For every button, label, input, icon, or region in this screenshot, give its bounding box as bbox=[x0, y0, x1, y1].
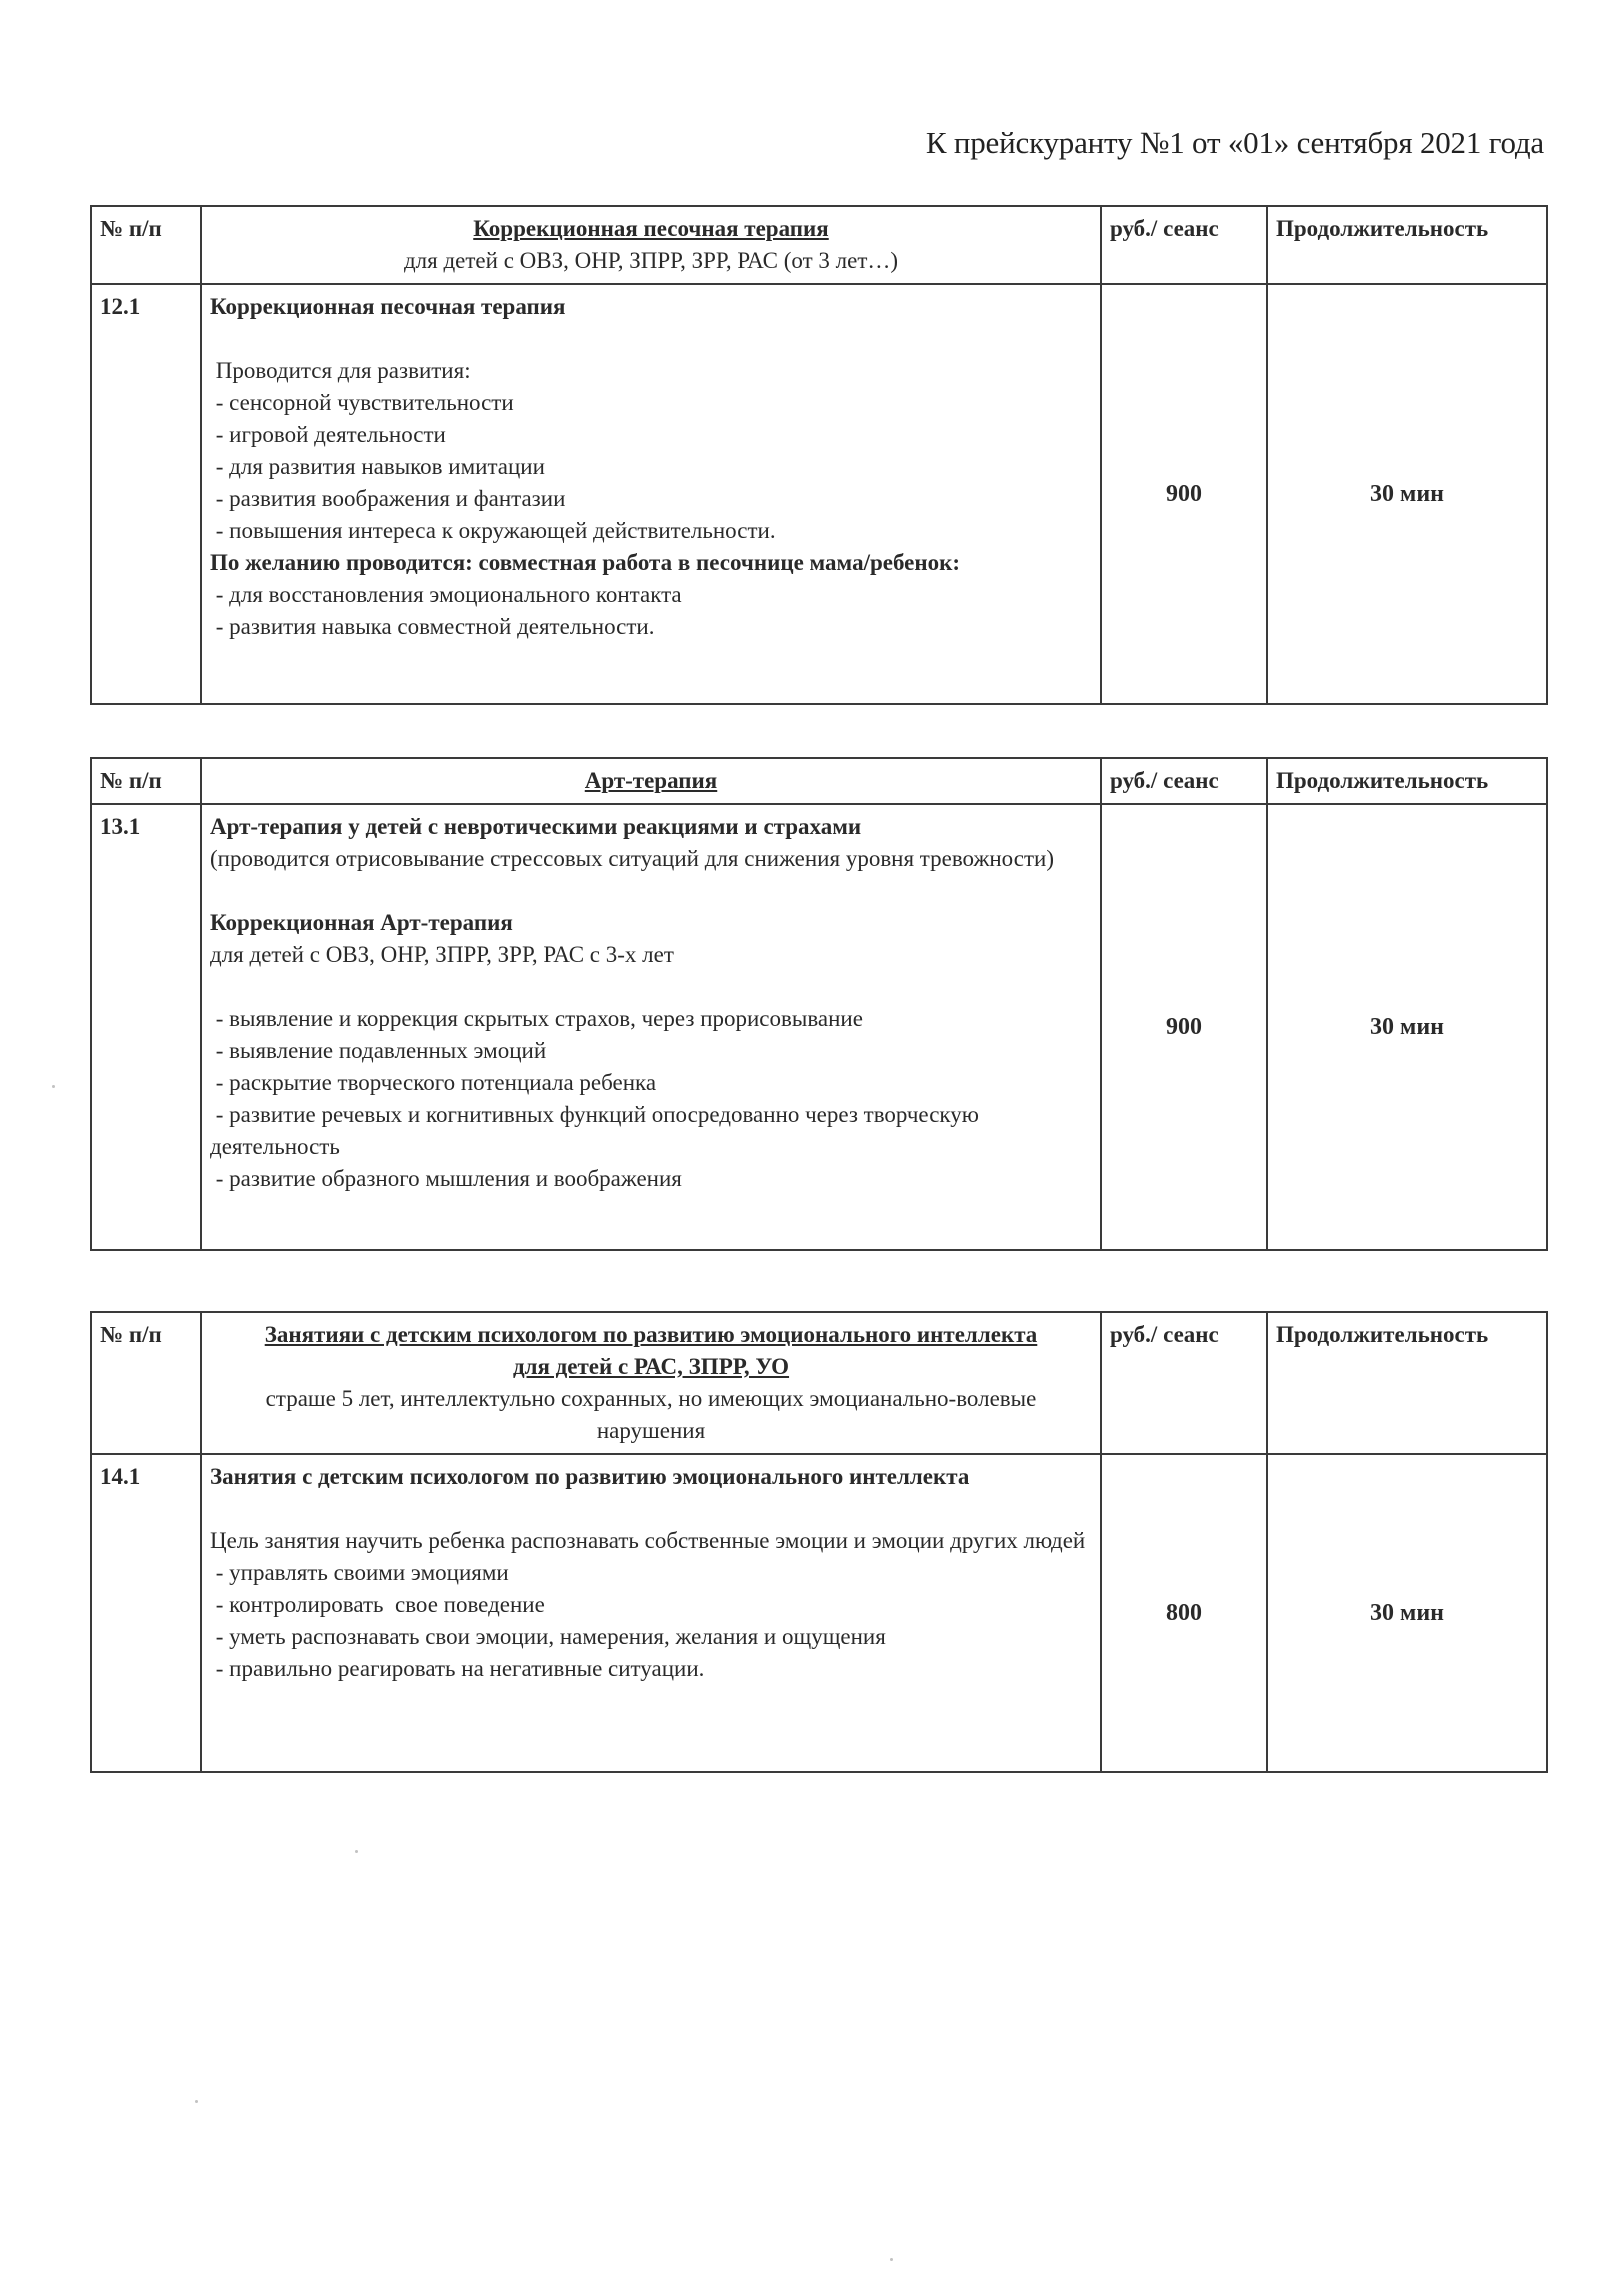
section-title: Коррекционная песочная терапия bbox=[473, 216, 829, 241]
service-title: Занятия с детским психологом по развитию эмоционального интеллекта bbox=[210, 1464, 970, 1489]
description-line: - выявление и коррекция скрытых страхов, через прорисовывание bbox=[210, 1006, 863, 1031]
description-line: для детей с ОВЗ, ОНР, ЗПРР, ЗРР, РАС с 3-х лет bbox=[210, 942, 674, 967]
service-description bbox=[201, 284, 1101, 704]
duration-value: 30 мин bbox=[1267, 1454, 1547, 1772]
section-title-audience: для детей с РАС, ЗПРР, УО bbox=[512, 1354, 790, 1379]
duration-value: 30 мин bbox=[1267, 284, 1547, 704]
table-row bbox=[91, 1454, 1547, 1772]
description-line: - игровой деятельности bbox=[210, 422, 446, 447]
table-row bbox=[91, 804, 1547, 1250]
section-subtitle: страше 5 лет, интеллектульно сохранных, но имеющих эмоцианально-волевые нарушения bbox=[265, 1386, 1037, 1443]
section-title-cell bbox=[201, 758, 1101, 804]
description-line: - контролировать свое поведение bbox=[210, 1592, 545, 1617]
spacer bbox=[210, 1493, 1092, 1525]
column-header-price: руб./ сеанс bbox=[1101, 206, 1267, 284]
description-line: (проводится отрисовывание стрессовых ситуаций для снижения уровня тревожности) bbox=[210, 846, 1054, 871]
description-line: - выявление подавленных эмоций bbox=[210, 1038, 547, 1063]
table-header-row bbox=[91, 1312, 1547, 1454]
scan-speck bbox=[52, 1085, 55, 1088]
description-line: Проводится для развития: bbox=[210, 358, 471, 383]
service-title: Коррекционная песочная терапия bbox=[210, 294, 566, 319]
description-line: Цель занятия научить ребенка распознавать собственные эмоции и эмоции других людей bbox=[210, 1528, 1086, 1553]
column-header-duration: Продолжительность bbox=[1267, 758, 1547, 804]
description-line: - развитие образного мышления и воображения bbox=[210, 1166, 682, 1191]
price-value: 900 bbox=[1101, 804, 1267, 1250]
section-title: Арт-терапия bbox=[584, 768, 718, 793]
service-description bbox=[201, 1454, 1101, 1772]
column-header-num: № п/п bbox=[91, 1312, 201, 1454]
column-header-price: руб./ сеанс bbox=[1101, 1312, 1267, 1454]
scan-speck bbox=[890, 2258, 893, 2261]
description-line: - управлять своими эмоциями bbox=[210, 1560, 509, 1585]
description-line: - развития воображения и фантазии bbox=[210, 486, 566, 511]
column-header-duration: Продолжительность bbox=[1267, 1312, 1547, 1454]
description-line: - повышения интереса к окружающей действительности. bbox=[210, 518, 776, 543]
description-line: - уметь распознавать свои эмоции, намерения, желания и ощущения bbox=[210, 1624, 886, 1649]
duration-value: 30 мин bbox=[1267, 804, 1547, 1250]
section-title-cell bbox=[201, 206, 1101, 284]
row-number: 13.1 bbox=[91, 804, 201, 1250]
column-header-num: № п/п bbox=[91, 758, 201, 804]
description-line: - раскрытие творческого потенциала ребенка bbox=[210, 1070, 657, 1095]
description-line: - сенсорной чувствительности bbox=[210, 390, 514, 415]
table-row bbox=[91, 284, 1547, 704]
scan-speck bbox=[355, 1850, 358, 1853]
price-value: 800 bbox=[1101, 1454, 1267, 1772]
description-line: - развития навыка совместной деятельности. bbox=[210, 614, 655, 639]
emotional-intelligence-table bbox=[90, 1311, 1548, 1773]
description-line: - развитие речевых и когнитивных функций опосредованно через творческую деятельность bbox=[210, 1102, 985, 1159]
spacer bbox=[210, 971, 1092, 1003]
spacer bbox=[210, 875, 1092, 907]
section-title-cell bbox=[201, 1312, 1101, 1454]
description-line: - для развития навыков имитации bbox=[210, 454, 545, 479]
table-header-row bbox=[91, 206, 1547, 284]
section-title: Занятияи с детским психологом по развитию эмоционального интеллекта bbox=[264, 1322, 1038, 1347]
description-line: - для восстановления эмоционального контакта bbox=[210, 582, 682, 607]
optional-note: По желанию проводится: совместная работа в песочнице мама/ребенок: bbox=[210, 550, 961, 575]
sand-therapy-table bbox=[90, 205, 1548, 705]
price-list-reference: К прейскуранту №1 от «01» сентября 2021 года bbox=[925, 125, 1544, 160]
service-title: Арт-терапия у детей с невротическими реакциями и страхами bbox=[210, 814, 862, 839]
art-therapy-table bbox=[90, 757, 1548, 1251]
table-header-row bbox=[91, 758, 1547, 804]
column-header-num: № п/п bbox=[91, 206, 201, 284]
price-value: 900 bbox=[1101, 284, 1267, 704]
column-header-duration: Продолжительность bbox=[1267, 206, 1547, 284]
spacer bbox=[210, 323, 1092, 355]
section-subtitle: для детей с ОВЗ, ОНР, ЗПРР, ЗРР, РАС (от 3 лет…) bbox=[403, 248, 899, 273]
subservice-title: Коррекционная Арт-терапия bbox=[210, 910, 513, 935]
service-description bbox=[201, 804, 1101, 1250]
row-number: 14.1 bbox=[91, 1454, 201, 1772]
column-header-price: руб./ сеанс bbox=[1101, 758, 1267, 804]
description-line: - правильно реагировать на негативные ситуации. bbox=[210, 1656, 705, 1681]
row-number: 12.1 bbox=[91, 284, 201, 704]
scan-speck bbox=[195, 2100, 198, 2103]
